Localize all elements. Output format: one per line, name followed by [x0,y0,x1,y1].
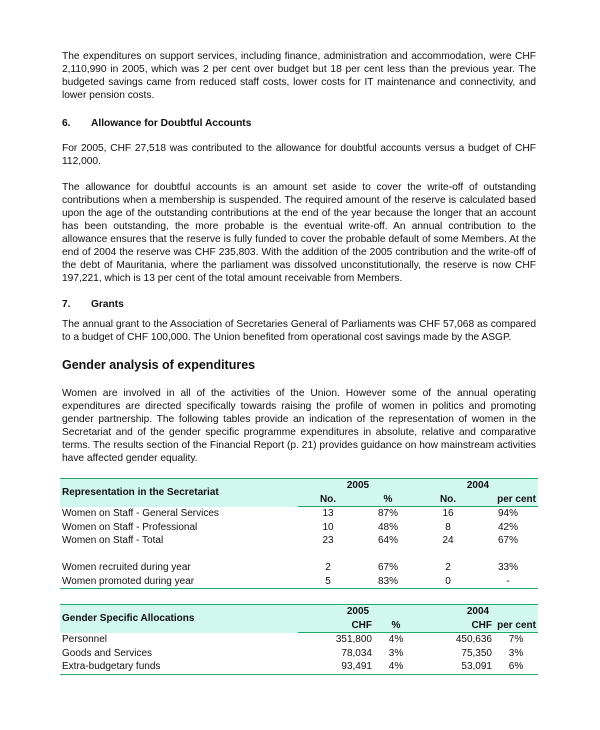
column-header: CHF [418,619,494,633]
row-label: Extra-budgetary funds [60,660,298,674]
row-label: Women on Staff - General Services [62,508,219,519]
row-label: Women on Staff - Total [62,535,164,547]
table-row [60,660,538,674]
row-label: Women recruited during year [62,562,191,574]
section-7-title: Grants [91,299,124,310]
cell: 3% [508,647,524,659]
table-row [60,521,538,535]
cell: 13 [322,508,334,520]
cell: 83% [358,575,418,589]
cell: 67% [497,535,518,547]
cell: 75,350 [461,647,492,659]
cell: 0 [418,575,478,589]
year-2005-header: 2005 [298,479,418,493]
column-header: No. [418,493,478,507]
cell: 94% [497,508,518,520]
cell: 4% [374,660,418,674]
table-header-label: Representation in the Secretariat [60,479,298,507]
cell: 3% [388,647,404,659]
cell: 4% [388,634,404,646]
allocations-table [60,604,538,675]
cell: 5 [298,575,358,589]
cell: 78,034 [341,647,372,659]
gender-analysis-title: Gender analysis of expenditures [62,358,256,372]
row-label: Goods and Services [62,647,153,659]
column-header: CHF [298,619,374,633]
cell: 53,091 [418,660,494,674]
column-header: % [374,619,418,633]
cell: 2 [325,562,331,574]
cell: 64% [377,535,398,547]
cell: 450,636 [455,634,492,646]
table-spacer [60,548,538,562]
cell: 33% [497,562,518,574]
gender-analysis-paragraph: Women are involved in all of the activities of the Union. However some of the annual operating expenditures are directed specifically towards raising the profile of women in politics and promoting gender partnership. The following tables provide an indication of the representation of women in the Secretariat and of the gender specific programme expenditures in absolute, relative and comparative terms. The results section of the Financial Report (p. 21) provides guidance on how mainstream activities have affected gender equality. [62,388,536,464]
year-2005-header: 2005 [298,605,418,619]
year-2004-header: 2004 [418,605,538,619]
table-header-row [60,605,538,619]
intro-paragraph: The expenditures on support services, including finance, administration and accommodation, were CHF 2,110,990 in 2005, which was 2 per cent over budget but 18 per cent less than the previous year. The budgeted savings came from reduced staff costs, lower costs for IT maintenance and connectivity, and lower pension costs. [62,51,536,101]
column-header: per cent [494,619,538,633]
cell: 87% [377,508,398,520]
section-6-paragraph-2: The allowance for doubtful accounts is an amount set aside to cover the write-off of outstanding contributions when a membership is suspended. The required amount of the reserve is calculated based upon the age of the outstanding contributions at the end of the year because the longer that an account has been outstanding, the more probable is the eventual write-off. An annual contribution to the allowance ensures that the reserve is fully funded to cover the probable default of some Members. At the end of 2004 the reserve was CHF 235,803. With the addition of the 2005 contribution and the write-off of the debt of Mauritania, where the parliament was dissolved unconstitutionally, the reserve is now CHF 197,221, which is 13 per cent of the total amount receivable from Members. [62,182,536,284]
row-label: Personnel [62,634,108,645]
row-label: Women on Staff - Professional [62,521,198,533]
column-header: per cent [478,493,538,507]
cell: 6% [494,660,538,674]
cell: 24 [442,535,454,547]
cell: 93,491 [298,660,374,674]
column-header: % [358,493,418,507]
table-row [60,647,538,661]
cell: 42% [497,521,518,533]
representation-table [60,478,538,589]
cell: - [478,575,538,589]
table-header-row [60,479,538,493]
cell: 8 [445,521,451,533]
section-7-paragraph: The annual grant to the Association of Secretaries General of Parliaments was CHF 57,068 as compared to a budget of CHF 100,000. The Union benefited from operational cost savings made by the ASGP. [62,319,536,343]
cell: 16 [442,508,454,520]
table-row [60,561,538,575]
table-row [60,507,538,521]
row-label: Women promoted during year [60,575,298,589]
table-row [60,534,538,548]
section-6-number: 6. [62,118,71,129]
section-6-paragraph-1: For 2005, CHF 27,518 was contributed to the allowance for doubtful accounts versus a budget of CHF 112,000. [62,143,536,167]
cell: 10 [322,521,334,533]
cell: 351,800 [335,634,372,646]
cell: 48% [377,521,398,533]
cell: 23 [322,535,334,547]
cell: 7% [508,634,524,646]
table-header-label: Gender Specific Allocations [60,605,298,633]
section-6-heading [62,117,251,130]
cell: 67% [377,562,398,574]
section-7-number: 7. [62,299,71,310]
year-2004-header: 2004 [418,479,538,493]
table-row [60,633,538,647]
section-6-title: Allowance for Doubtful Accounts [91,118,252,129]
column-header: No. [298,493,358,507]
table-row [60,575,538,589]
section-7-heading [62,298,124,311]
cell: 2 [445,562,451,574]
